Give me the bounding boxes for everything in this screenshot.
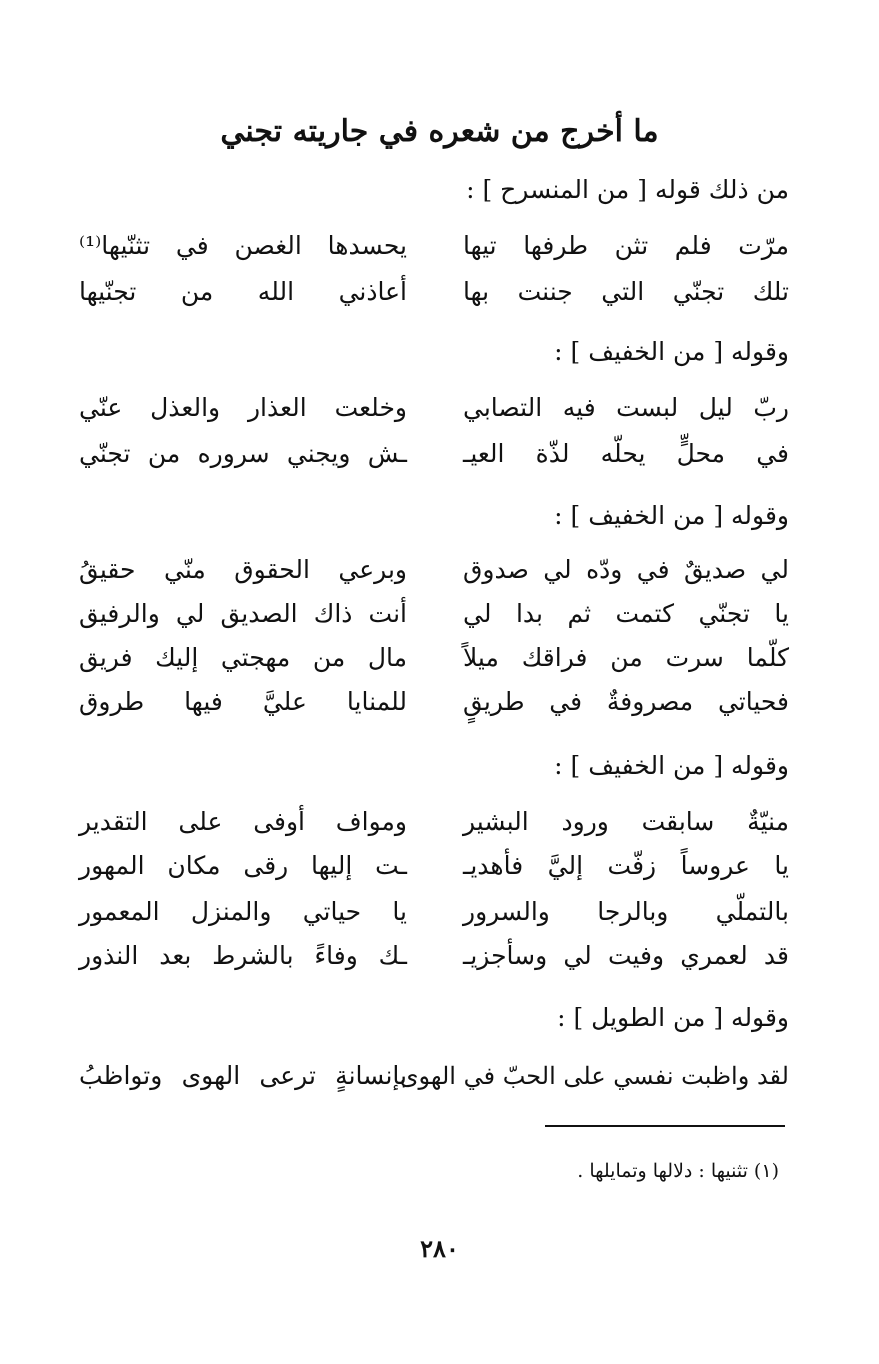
verse-first-hemistich: لي صديقٌ في ودّه لي صدوق	[463, 555, 789, 584]
footnote: (١) تثنيها : دلالها وتمايلها .	[577, 1160, 779, 1182]
verse-first-hemistich: كلّما سرت من فراقك ميلاً	[463, 643, 789, 672]
verse-line	[79, 798, 789, 846]
verse-line	[79, 1052, 789, 1100]
page-title: ما أخرج من شعره في جاريته تجني	[220, 114, 659, 149]
verse-first-hemistich: مرّت فلم تثن طرفها تيها	[463, 231, 789, 260]
verse-first-hemistich: منيّةٌ سابقت ورود البشير	[463, 807, 789, 836]
footnote-separator	[545, 1125, 785, 1127]
verse-second-hemistich: وخلعت العذار والعذل عنّي	[79, 393, 407, 422]
verse-line	[79, 678, 789, 726]
verse-first-hemistich: يا عروساً زفّت إليَّ فأهديـ	[463, 851, 789, 880]
verse-second-hemistich: ـت إليها رقى مكان المهور	[79, 851, 407, 880]
poem-intro-1: من ذلك قوله [ من المنسرح ] :	[466, 175, 789, 204]
verse-first-hemistich: بالتملّي وبالرجا والسرور	[463, 897, 789, 926]
verse-first-hemistich: لقد واظبت نفسي على الحبّ في الهوى	[399, 1062, 789, 1090]
verse-second-hemistich: ـك وفاءً بالشرط بعد النذور	[79, 941, 407, 970]
verse-line	[79, 546, 789, 594]
verse-second-hemistich: للمنايا عليَّ فيها طروق	[79, 687, 407, 716]
verse-line	[79, 888, 789, 936]
verse-first-hemistich: في محلٍّ يحلّه لذّة العيـ	[463, 439, 789, 468]
verse-line	[79, 222, 789, 270]
verse-line	[79, 932, 789, 980]
verse-second-hemistich: يحسدها الغصن في تثنّيها⁽¹⁾	[79, 231, 407, 260]
verse-first-hemistich: فحياتي مصروفةٌ في طريقٍ	[463, 687, 789, 716]
verse-line	[79, 590, 789, 638]
verse-second-hemistich: أنت ذاك الصديق لي والرفيق	[79, 599, 407, 628]
verse-second-hemistich: ـش ويجني سروره من تجنّي	[79, 439, 407, 468]
verse-second-hemistich: يا حياتي والمنزل المعمور	[79, 897, 407, 926]
verse-line	[79, 430, 789, 478]
verse-second-hemistich: وبرعي الحقوق منّي حقيقُ	[79, 555, 407, 584]
verse-line	[79, 268, 789, 316]
poem-intro-5: وقوله [ من الطويل ] :	[557, 1003, 789, 1032]
poem-intro-2: وقوله [ من الخفيف ] :	[554, 337, 789, 366]
verse-second-hemistich: مال من مهجتي إليك فريق	[79, 643, 407, 672]
verse-second-hemistich: ومواف أوفى على التقدير	[79, 807, 407, 836]
verse-first-hemistich: تلك تجنّي التي جننت بها	[463, 277, 789, 306]
verse-first-hemistich: ربّ ليل لبست فيه التصابي	[463, 393, 789, 422]
verse-line	[79, 634, 789, 682]
verse-second-hemistich: أعاذني الله من تجنّيها	[79, 277, 407, 306]
verse-line	[79, 384, 789, 432]
poem-intro-3: وقوله [ من الخفيف ] :	[554, 501, 789, 530]
page-number: ٢٨٠	[420, 1234, 459, 1263]
verse-first-hemistich: قد لعمري وفيت لي وسأجزيـ	[463, 941, 789, 970]
poem-intro-4: وقوله [ من الخفيف ] :	[554, 751, 789, 780]
verse-second-hemistich: بإنسانةٍ ترعى الهوى وتواظبُ	[79, 1061, 407, 1090]
verse-first-hemistich: يا تجنّي كتمت ثم بدا لي	[463, 599, 789, 628]
verse-line	[79, 842, 789, 890]
